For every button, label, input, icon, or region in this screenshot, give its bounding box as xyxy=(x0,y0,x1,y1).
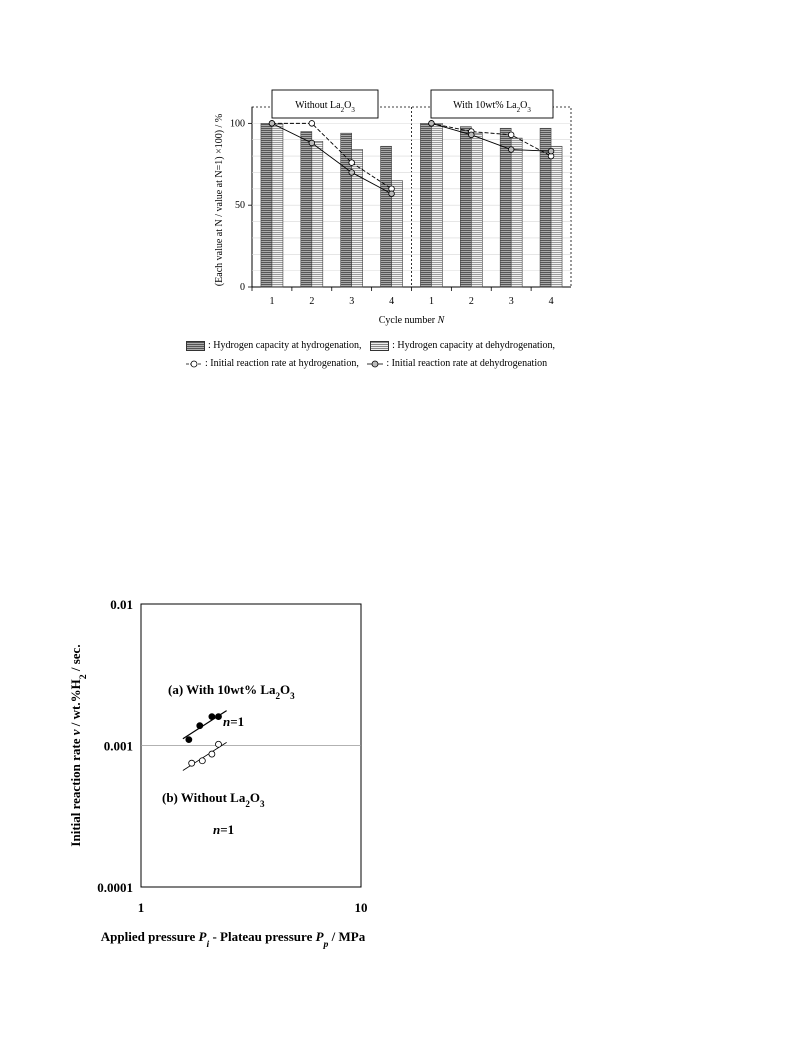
legend-swatch-grey-circle-line xyxy=(367,360,383,368)
slope-label: n=1 xyxy=(223,714,245,729)
x-tick-label: 3 xyxy=(508,296,514,307)
y-tick-label: 100 xyxy=(230,118,245,130)
legend-swatch-light-bar xyxy=(370,341,389,351)
bar-hydrogenation-capacity xyxy=(420,123,431,287)
point-hydrogenation-rate xyxy=(309,121,315,127)
legend-swatch-open-circle-line xyxy=(186,360,202,368)
legend-swatch-dark-bar xyxy=(186,341,205,351)
x-tick-label: 3 xyxy=(349,296,355,307)
legend-item-hyd-capacity xyxy=(186,340,362,351)
legend-label: : Initial reaction rate at hydrogenation, xyxy=(205,358,359,369)
point-with-la2o3 xyxy=(209,714,215,720)
bar-hydrogenation-capacity xyxy=(381,146,392,287)
legend-label: : Initial reaction rate at dehydrogenation xyxy=(386,358,548,369)
x-tick-label: 2 xyxy=(468,296,474,307)
point-dehydrogenation-rate xyxy=(548,148,554,154)
point-dehydrogenation-rate xyxy=(389,191,395,197)
bar-dehydrogenation-capacity xyxy=(272,123,283,287)
point-without-la2o3 xyxy=(209,751,215,757)
x-axis-label: Cycle number N xyxy=(378,315,445,326)
bar-dehydrogenation-capacity xyxy=(431,123,442,287)
y-tick-label: 50 xyxy=(235,200,245,212)
y-tick-label: 0.001 xyxy=(103,738,133,754)
bar-dehydrogenation-capacity xyxy=(471,133,482,287)
bar-hydrogenation-capacity xyxy=(460,127,471,287)
bar-dehydrogenation-capacity xyxy=(511,138,522,287)
point-with-la2o3 xyxy=(215,714,221,720)
y-axis-label: (Each value at N / value at N=1) ×100) / % xyxy=(214,113,225,287)
point-without-la2o3 xyxy=(215,741,221,747)
cycle-chart xyxy=(0,0,797,340)
y-tick-label: 0.0001 xyxy=(97,880,133,895)
bar-hydrogenation-capacity xyxy=(301,132,312,287)
legend-item-hyd-rate xyxy=(186,358,359,369)
point-dehydrogenation-rate xyxy=(508,147,514,153)
point-hydrogenation-rate xyxy=(349,160,355,166)
bar-dehydrogenation-capacity xyxy=(312,141,323,287)
cycle-chart-legend-row-1 xyxy=(186,340,555,354)
point-dehydrogenation-rate xyxy=(469,132,475,138)
point-dehydrogenation-rate xyxy=(309,140,315,146)
bar-dehydrogenation-capacity xyxy=(392,181,403,287)
rate-pressure-chart xyxy=(0,570,797,970)
point-dehydrogenation-rate xyxy=(349,170,355,176)
series-label-with-la2o3: (a) With 10wt% $La_2O_3$ xyxy=(168,682,295,701)
point-with-la2o3 xyxy=(197,723,203,729)
legend-label: : Hydrogen capacity at dehydrogenation, xyxy=(392,340,556,351)
panel-label: Without $La_2O_3$ xyxy=(295,100,355,114)
point-without-la2o3 xyxy=(189,760,195,766)
point-without-la2o3 xyxy=(199,758,205,764)
x-tick-label: 1 xyxy=(428,296,434,307)
point-dehydrogenation-rate xyxy=(269,121,275,127)
series-label-without-la2o3: (b) Without $La_2O_3$ xyxy=(162,790,265,809)
x-tick-label: 4 xyxy=(389,296,395,307)
x-axis-label: Applied pressure $P_i$ - Plateau pressure $P_p$ / MPa xyxy=(100,929,366,950)
panel-label: With 10wt% $La_2O_3$ xyxy=(453,100,531,114)
x-tick-label: 1 xyxy=(137,900,145,915)
y-tick-label: 0.01 xyxy=(110,597,133,612)
x-tick-label: 2 xyxy=(309,296,315,307)
point-dehydrogenation-rate xyxy=(429,121,435,127)
cycle-chart-legend-row-2 xyxy=(186,358,547,371)
x-tick-label: 1 xyxy=(269,296,275,307)
point-with-la2o3 xyxy=(186,737,192,743)
legend-item-dehyd-rate xyxy=(367,358,547,369)
slope-label: n=1 xyxy=(213,822,235,837)
x-tick-label: 4 xyxy=(548,296,554,307)
point-hydrogenation-rate xyxy=(508,132,514,138)
y-tick-label: 0 xyxy=(240,282,245,293)
legend-label: : Hydrogen capacity at hydrogenation, xyxy=(208,340,362,351)
bar-dehydrogenation-capacity xyxy=(551,146,562,287)
x-tick-label: 10 xyxy=(354,900,368,915)
bar-hydrogenation-capacity xyxy=(341,133,352,287)
y-axis-label: Initial reaction rate v / $wt.\%H_2$ / sec. xyxy=(68,644,89,847)
legend-item-dehyd-capacity xyxy=(370,340,555,351)
bar-hydrogenation-capacity xyxy=(261,123,272,287)
line-dehydrogenation-rate xyxy=(272,123,392,193)
